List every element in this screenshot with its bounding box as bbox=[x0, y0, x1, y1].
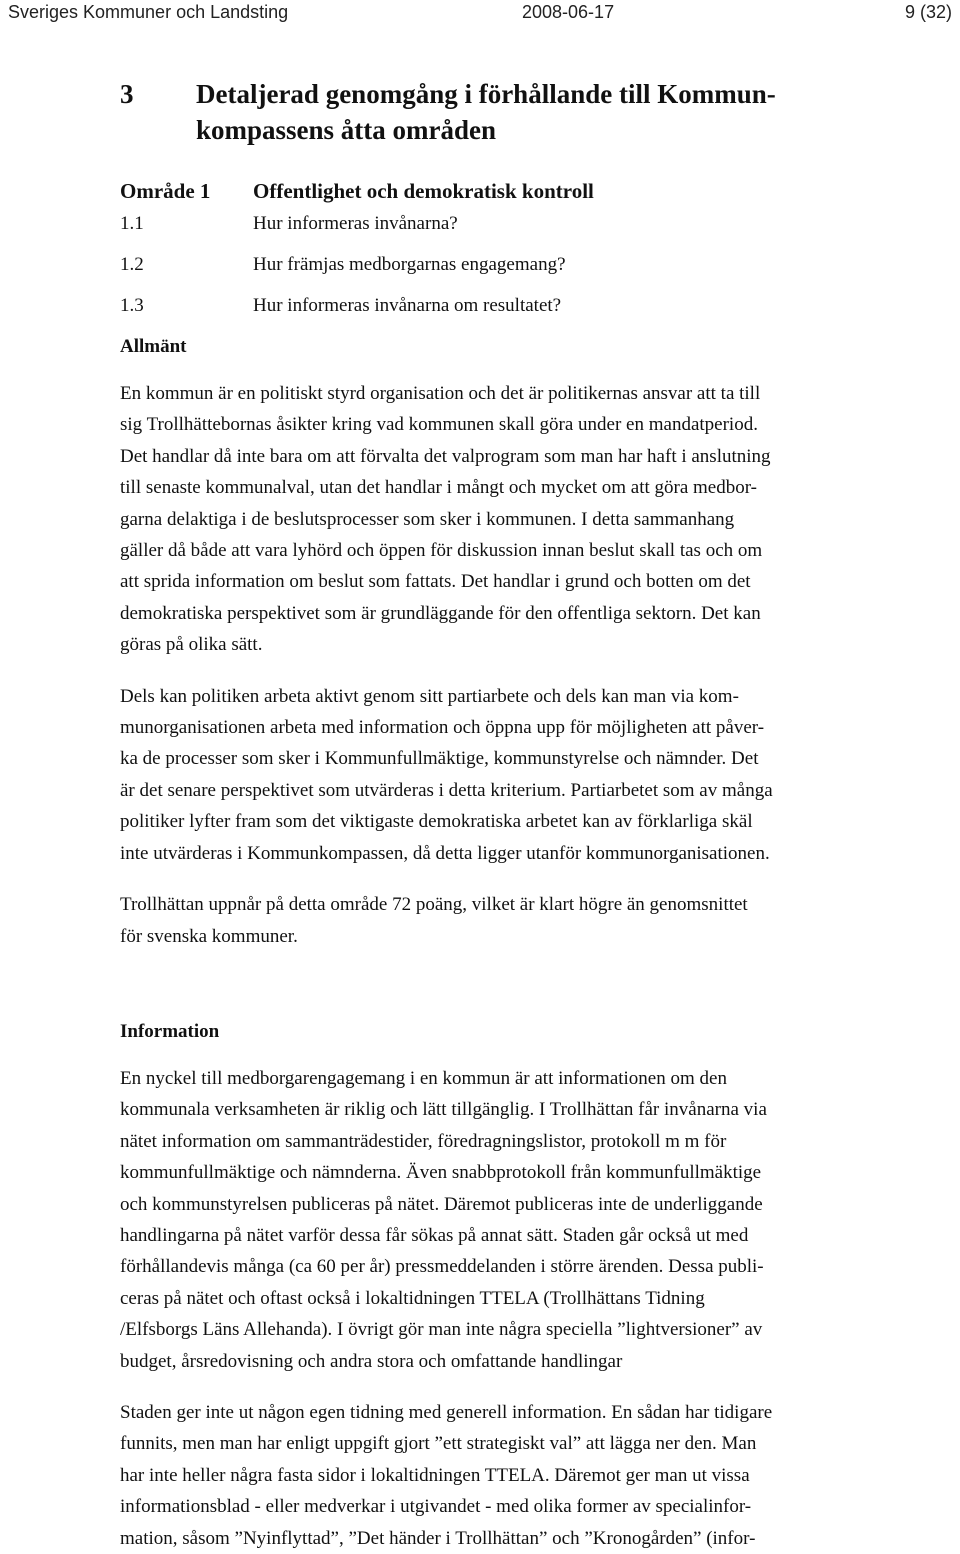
header-page-number: 9 (32) bbox=[904, 2, 952, 22]
text-line: nätet information om sammanträdestider, föredragningslistor, protokoll m m för bbox=[120, 1130, 727, 1152]
text-line: är det senare perspektivet som utvärderas i detta kriterium. Partiarbetet som av många bbox=[120, 779, 773, 801]
allmant-paragraph-3 bbox=[120, 889, 890, 952]
page-header bbox=[0, 0, 960, 28]
text-line: Det handlar då inte bara om att förvalta det valprogram som man har haft i anslutning bbox=[120, 445, 771, 467]
text-line: budget, årsredovisning och andra stora och omfattande handlingar bbox=[120, 1350, 623, 1372]
text-line: Dels kan politiken arbeta aktivt genom sitt partiarbete och dels kan man via kom- bbox=[120, 685, 739, 707]
subsection-number: 1.3 bbox=[120, 295, 144, 316]
subsection-heading bbox=[120, 292, 890, 320]
subsection-number: 1.1 bbox=[120, 213, 144, 234]
chapter-heading bbox=[120, 76, 890, 148]
text-line: En nyckel till medborgarengagemang i en kommun är att informationen om den bbox=[120, 1067, 727, 1089]
text-line: Staden ger inte ut någon egen tidning med generell information. En sådan har tidigare bbox=[120, 1401, 773, 1423]
text-line: garna delaktiga i de beslutsprocesser som sker i kommunen. I detta sammanhang bbox=[120, 508, 735, 530]
text-line: En kommun är en politiskt styrd organisation och det är politikernas ansvar att ta till bbox=[120, 383, 761, 404]
chapter-title-line: Detaljerad genomgång i förhållande till Kommun- bbox=[196, 79, 776, 109]
text-line: funnits, men man har enligt uppgift gjort ”ett strategiskt val” att lägga ner den. Man bbox=[120, 1433, 757, 1455]
document-body bbox=[120, 76, 890, 1554]
subsection-heading bbox=[120, 210, 890, 238]
text-line: munorganisationen arbeta med information och öppna upp för möjligheten att påver- bbox=[120, 717, 765, 739]
chapter-title-line: kompassens åtta områden bbox=[196, 115, 497, 145]
chapter-title bbox=[196, 76, 890, 148]
text-line: och kommunstyrelsen publiceras på nätet. Däremot publiceras inte de underliggande bbox=[120, 1193, 763, 1215]
subsection-title: Hur främjas medborgarnas engagemang? bbox=[253, 254, 566, 275]
text-line: göras på olika sätt. bbox=[120, 634, 263, 656]
header-date: 2008-06-17 bbox=[522, 2, 615, 22]
text-line: inte utvärderas i Kommunkompassen, då detta ligger utanför kommunorganisationen. bbox=[120, 842, 770, 864]
text-line: politiker lyfter fram som det viktigaste demokratiska arbetet kan av förklarliga skäl bbox=[120, 811, 753, 833]
header-organization: Sveriges Kommuner och Landsting bbox=[8, 2, 289, 22]
text-line: sig Trollhättebornas åsikter kring vad kommunen skall göra under en mandatperiod. bbox=[120, 414, 758, 436]
allmant-heading: Allmänt bbox=[120, 336, 187, 357]
text-line: har inte heller några fasta sidor i lokaltidningen TTELA. Däremot ger man ut vissa bbox=[120, 1464, 750, 1486]
information-heading: Information bbox=[120, 1020, 220, 1042]
text-line: handlingarna på nätet varför dessa får sökas på annat sätt. Staden går också ut med bbox=[120, 1224, 749, 1246]
text-line: förhållandevis många (ca 60 per år) pressmeddelanden i större ärenden. Dessa publi- bbox=[120, 1256, 764, 1278]
allmant-paragraph-1 bbox=[120, 378, 890, 661]
chapter-number: 3 bbox=[120, 79, 134, 109]
allmant-paragraph-2 bbox=[120, 681, 890, 869]
text-line: mation, såsom ”Nyinflyttad”, ”Det händer i Trollhättan” och ”Kronogården” (infor- bbox=[120, 1527, 756, 1549]
subsection-heading bbox=[120, 251, 890, 279]
text-line: att sprida information om beslut som fattats. Det handlar i grund och botten om det bbox=[120, 571, 751, 593]
text-line: kommunala verksamheten är riklig och lätt tillgänglig. I Trollhättan får invånarna via bbox=[120, 1099, 767, 1121]
text-line: demokratiska perspektivet som är grundläggande för den offentliga sektorn. Det kan bbox=[120, 602, 761, 624]
text-line: till senaste kommunalval, utan det handlar i mångt och mycket om att göra medbor- bbox=[120, 477, 758, 499]
text-line: ceras på nätet och oftast också i lokaltidningen TTELA (Trollhättans Tidning bbox=[120, 1287, 705, 1309]
area-heading bbox=[120, 176, 890, 206]
subsection-number: 1.2 bbox=[120, 254, 144, 275]
text-line: Trollhättan uppnår på detta område 72 poäng, vilket är klart högre än genomsnittet bbox=[120, 894, 748, 916]
subsection-title: Hur informeras invånarna om resultatet? bbox=[253, 295, 562, 316]
subsection-title: Hur informeras invånarna? bbox=[253, 213, 458, 234]
text-line: ka de processer som sker i Kommunfullmäktige, kommunstyrelse och nämnder. Det bbox=[120, 748, 759, 770]
area-label: Område 1 bbox=[120, 179, 211, 203]
text-line: /Elfsborgs Läns Allehanda). I övrigt gör man inte några speciella ”lightversioner” av bbox=[120, 1319, 763, 1341]
area-title: Offentlighet och demokratisk kontroll bbox=[253, 179, 594, 203]
text-line: informationsblad - eller medverkar i utgivandet - med olika former av specialinfor- bbox=[120, 1496, 752, 1518]
text-line: kommunfullmäktige och nämnderna. Även snabbprotokoll från kommunfullmäktige bbox=[120, 1162, 762, 1184]
information-paragraph-2 bbox=[120, 1397, 890, 1554]
information-paragraph-1 bbox=[120, 1063, 890, 1377]
text-line: för svenska kommuner. bbox=[120, 925, 298, 947]
text-line: gäller då både att vara lyhörd och öppen för diskussion innan beslut skall tas och om bbox=[120, 540, 763, 562]
